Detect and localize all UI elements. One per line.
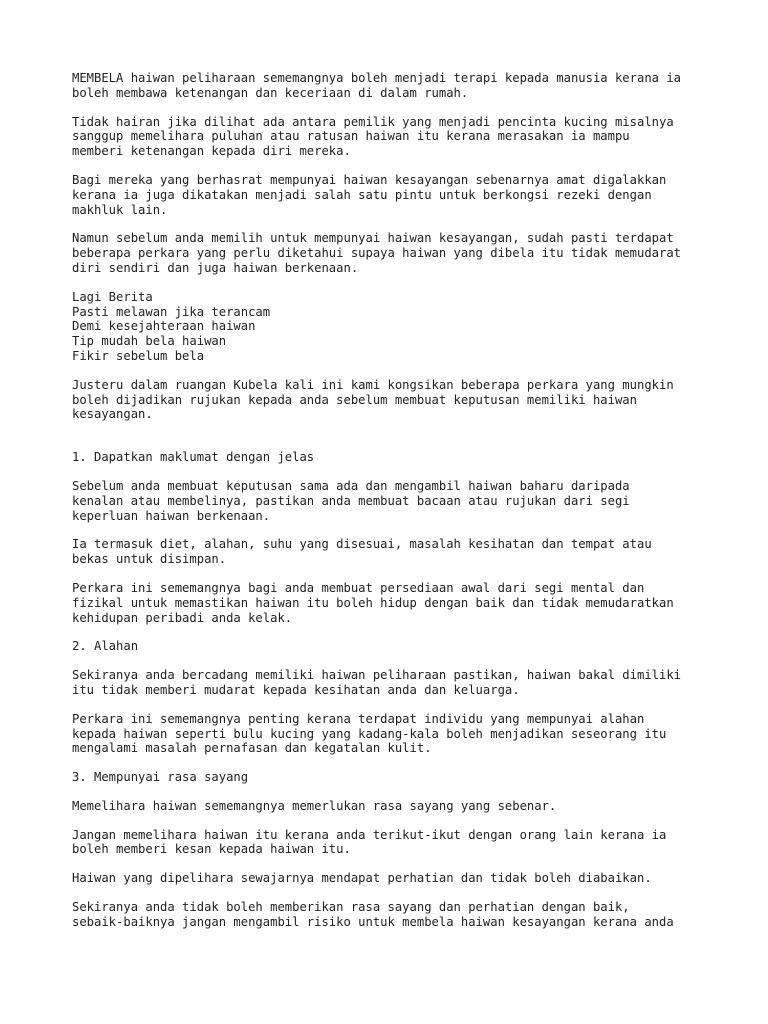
related-news <box>72 290 728 364</box>
paragraph-dont-follow: Jangan memelihara haiwan itu kerana anda terikut-ikut dengan orang lain kerana ia boleh memberi kesan kepada haiwan itu. <box>72 827 667 857</box>
paragraph-intro: MEMBELA haiwan peliharaan sememangnya boleh menjadi terapi kepada manusia kerana ia boleh membawa ketenangan dan keceriaan di dalam rumah. <box>72 71 682 100</box>
paragraph-encouraged: Bagi mereka yang berhasrat mempunyai haiwan kesayangan sebenarnya amat digalakkan kerana ia juga dikatakan menjadi salah satu pintu untuk berkongsi rezeki dengan makhluk lain. <box>72 172 667 217</box>
paragraph-research: Sebelum anda membuat keputusan sama ada dan mengambil haiwan baharu daripada kenalan atau membelinya, pastikan anda membuat bacaan atau rujukan dari segi keperluan haiwan berkenaan. <box>72 478 630 523</box>
paragraph-love: Memelihara haiwan sememangnya memerlukan rasa sayang yang sebenar. <box>72 798 557 813</box>
paragraph-diet: Ia termasuk diet, alahan, suhu yang disesuai, masalah kesihatan dan tempat atau bekas untuk disimpan. <box>72 537 652 567</box>
related-news-link[interactable]: Tip mudah bela haiwan <box>72 334 227 349</box>
section-heading-1: 1. Dapatkan maklumat dengan jelas <box>72 450 315 465</box>
paragraph-attention: Haiwan yang dipelihara sewajarnya mendapat perhatian dan tidak boleh diabaikan. <box>72 871 652 886</box>
paragraph-allergy-detail: Perkara ini sememangnya penting kerana terdapat individu yang mempunyai alahan kepada haiwan seperti bulu kucing yang kadang-kala boleh menjadikan seseorang itu mengalami masalah pernafasan dan kegatalan kulit. <box>72 711 667 756</box>
related-news-link[interactable]: Fikir sebelum bela <box>72 348 205 363</box>
section-heading-2: 2. Alahan <box>72 639 139 654</box>
paragraph-cat-lovers: Tidak hairan jika dilihat ada antara pemilik yang menjadi pencinta kucing misalnya sanggup memelihara puluhan atau ratusan haiwan itu kerana merasakan ia mampu memberi ketenangan kepada diri mereka. <box>72 114 674 159</box>
paragraph-allergy: Sekiranya anda bercadang memiliki haiwan peliharaan pastikan, haiwan bakal dimiliki itu tidak memberi mudarat kepada kesihatan anda dan keluarga. <box>72 668 682 697</box>
paragraph-before-choosing: Namun sebelum anda memilih untuk mempunyai haiwan kesayangan, sudah pasti terdapat beberapa perkara yang perlu diketahui supaya haiwan yang dibela itu tidak memudarat diri sendiri dan juga haiwan berkenaan. <box>72 231 682 275</box>
paragraph-risk: Sekiranya anda tidak boleh memberikan rasa sayang dan perhatian dengan baik, sebaik-baiknya jangan mengambil risiko untuk membela haiwan kesayangan kerana anda <box>72 900 674 929</box>
related-news-heading: Lagi Berita <box>72 289 153 304</box>
paragraph-kubela: Justeru dalam ruangan Kubela kali ini kami kongsikan beberapa perkara yang mungkin boleh dijadikan rujukan kepada anda sebelum membuat keputusan memiliki haiwan kesayangan. <box>72 377 674 422</box>
related-news-link[interactable]: Demi kesejahteraan haiwan <box>72 319 256 334</box>
section-heading-3: 3. Mempunyai rasa sayang <box>72 770 249 785</box>
related-news-link[interactable]: Pasti melawan jika terancam <box>72 304 271 319</box>
paragraph-preparation: Perkara ini sememangnya bagi anda membuat persediaan awal dari segi mental dan fizikal untuk memastikan haiwan itu boleh hidup dengan baik dan tidak memudaratkan kehidupan peribadi anda kelak. <box>72 580 674 625</box>
